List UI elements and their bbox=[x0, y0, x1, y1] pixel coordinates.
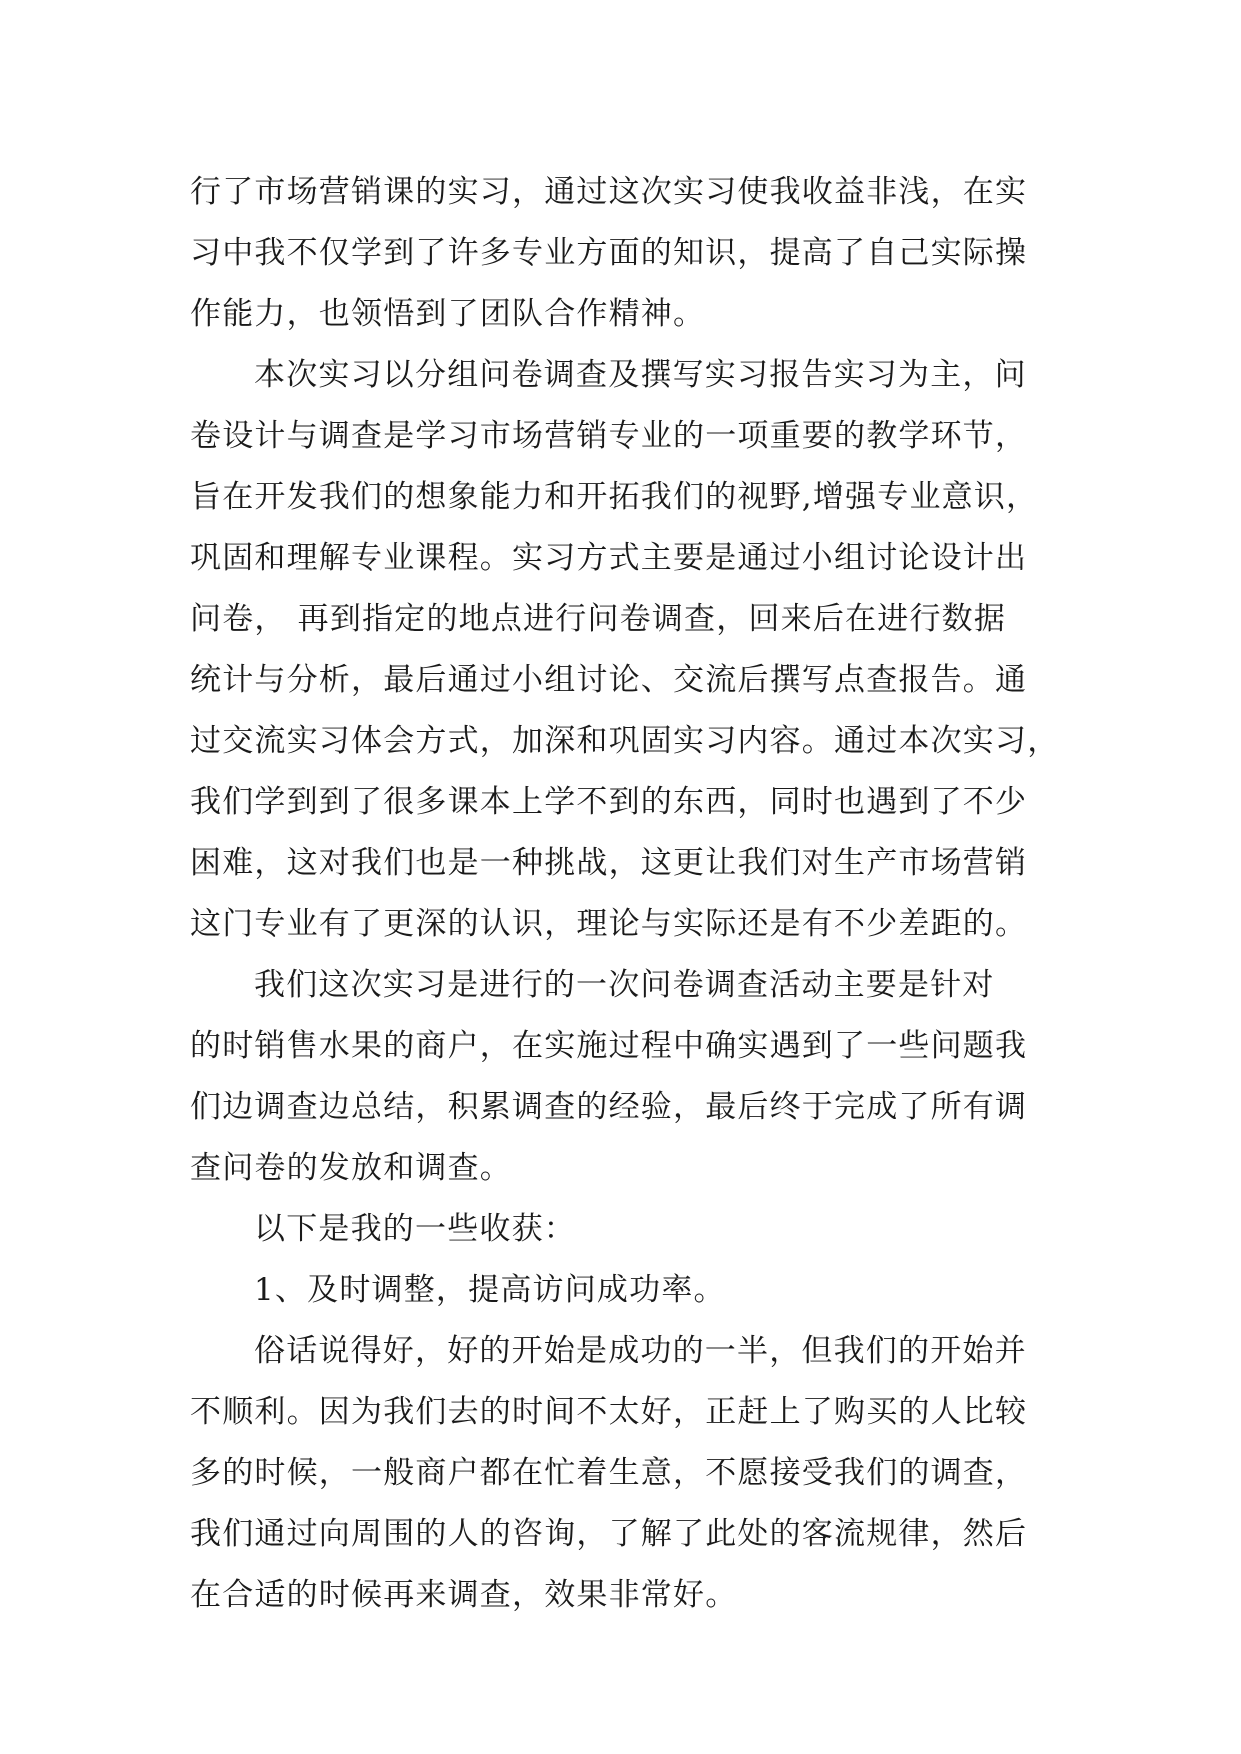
paragraph-first-line: 俗话说得好，好的开始是成功的一半，但我们的开始并 bbox=[254, 1333, 1027, 1369]
text-line: 多的时候，一般商户都在忙着生意，不愿接受我们的调查， bbox=[190, 1455, 1028, 1491]
text-line: 查问卷的发放和调查。 bbox=[190, 1150, 512, 1186]
text-line: 在合适的时候再来调查，效果非常好。 bbox=[190, 1577, 738, 1613]
text-line: 统计与分析，最后通过小组讨论、交流后撰写点查报告。通 bbox=[190, 662, 1028, 698]
text-line: 的时销售水果的商户，在实施过程中确实遇到了一些问题我 bbox=[190, 1028, 1028, 1064]
text-line: 旨在开发我们的想象能力和开拓我们的视野,增强专业意识， bbox=[190, 479, 1039, 515]
text-line: 不顺利。因为我们去的时间不太好，正赶上了购买的人比较 bbox=[190, 1394, 1028, 1430]
text-line: 作能力，也领悟到了团队合作精神。 bbox=[190, 296, 706, 332]
body-text bbox=[190, 162, 1060, 1626]
paragraph-first-line: 以下是我的一些收获： bbox=[254, 1211, 576, 1247]
list-item-heading: 1、及时调整，提高访问成功率。 bbox=[254, 1272, 726, 1308]
text-line: 我们学到到了很多课本上学不到的东西，同时也遇到了不少 bbox=[190, 784, 1028, 820]
paragraph-first-line: 本次实习以分组问卷调查及撰写实习报告实习为主，问 bbox=[254, 357, 1027, 393]
text-line: 这门专业有了更深的认识，理论与实际还是有不少差距的。 bbox=[190, 906, 1028, 942]
text-line: 我们通过向周围的人的咨询，了解了此处的客流规律，然后 bbox=[190, 1516, 1028, 1552]
text-line: 们边调查边总结，积累调查的经验，最后终于完成了所有调 bbox=[190, 1089, 1028, 1125]
text-line: 卷设计与调查是学习市场营销专业的一项重要的教学环节， bbox=[190, 418, 1028, 454]
text-line: 习中我不仅学到了许多专业方面的知识，提高了自己实际操 bbox=[190, 235, 1028, 271]
paragraph-first-line: 我们这次实习是进行的一次问卷调查活动主要是针对 bbox=[254, 967, 995, 1003]
text-line: 问卷， 再到指定的地点进行问卷调查，回来后在进行数据 bbox=[190, 601, 1007, 637]
text-line: 过交流实习体会方式，加深和巩固实习内容。通过本次实习， bbox=[190, 723, 1060, 759]
text-line: 困难，这对我们也是一种挑战，这更让我们对生产市场营销 bbox=[190, 845, 1028, 881]
text-line: 行了市场营销课的实习，通过这次实习使我收益非浅，在实 bbox=[190, 174, 1028, 210]
text-line: 巩固和理解专业课程。实习方式主要是通过小组讨论设计出 bbox=[190, 540, 1028, 576]
